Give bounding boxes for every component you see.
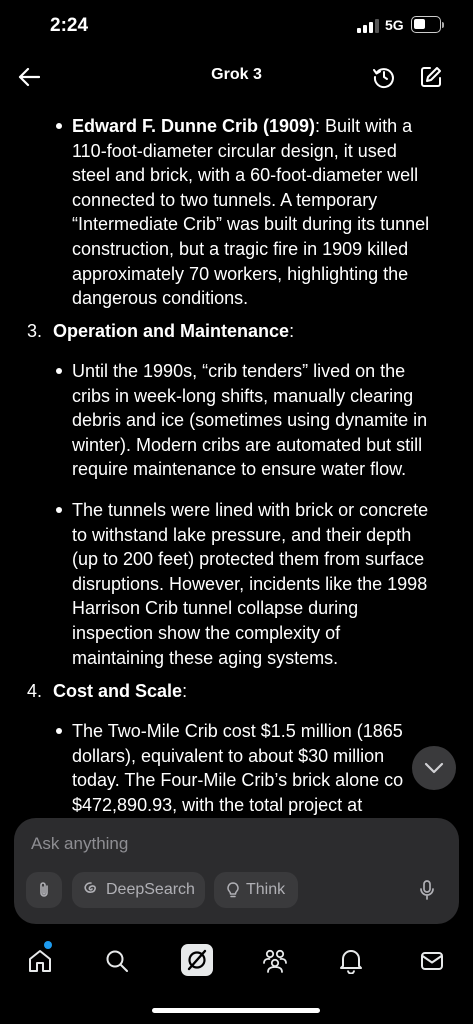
section-heading-cost: 4. Cost and Scale: <box>27 681 188 701</box>
home-notification-dot <box>44 941 52 949</box>
home-indicator <box>152 1008 320 1013</box>
new-chat-button[interactable] <box>416 62 446 92</box>
deepsearch-button[interactable] <box>72 872 205 908</box>
attach-button[interactable] <box>26 872 62 908</box>
search-icon <box>105 949 129 973</box>
signal-icon <box>357 19 379 33</box>
compose-icon <box>419 65 443 89</box>
scroll-to-bottom-button[interactable] <box>412 746 456 790</box>
grok-icon <box>186 949 208 971</box>
communities-icon <box>261 948 289 974</box>
page-title: Grok 3 <box>211 66 262 83</box>
messages-icon <box>420 950 444 972</box>
composer <box>14 818 459 924</box>
think-label: Think <box>246 881 286 898</box>
lightbulb-icon <box>226 881 240 899</box>
list-item-crib-tenders: Until the 1990s, “crib tenders” lived on the cribs in week-long shifts, manually clearing debris and ice (sometimes using dynamite in winter). Modern cribs are automated but still require maintenance to ensure water flow. <box>72 361 428 480</box>
list-item-dunne-crib: Edward F. Dunne Crib (1909): Built with a 110-foot-diameter circular design, it used steel and brick, with a 60-foot-diameter well connected to two tunnels. A temporary “Intermediate Crib” was built during its tunnel construction, but a tragic fire in 1909 killed approximately 70 workers, highlighting the dangerous conditions. <box>72 116 430 309</box>
tab-search[interactable] <box>100 944 134 978</box>
tab-notifications[interactable] <box>334 944 368 978</box>
tab-home[interactable] <box>23 944 57 978</box>
list-item-cost: The Two-Mile Crib cost $1.5 million (1865 dollars), equivalent to about $30 million today. The Four-Mile Crib’s brick alone co $472,890.93, with the total project at <box>72 721 404 815</box>
nav-bar <box>0 52 473 102</box>
paperclip-icon <box>37 881 51 899</box>
bullet-dot <box>56 728 62 734</box>
think-button[interactable] <box>214 872 298 908</box>
home-icon <box>27 948 53 974</box>
bullet-dot <box>56 507 62 513</box>
deepsearch-label: DeepSearch <box>106 881 195 898</box>
tab-grok[interactable] <box>181 944 213 976</box>
history-button[interactable] <box>369 62 399 92</box>
microphone-icon <box>418 879 436 901</box>
network-label: 5G <box>385 17 404 33</box>
bottom-tab-bar <box>0 932 473 992</box>
battery-icon <box>411 16 441 33</box>
ask-input[interactable]: Ask anything <box>31 834 129 853</box>
bullet-dot <box>56 368 62 374</box>
tab-messages[interactable] <box>415 944 449 978</box>
bullet-bold-label: Edward F. Dunne Crib (1909) <box>72 116 316 136</box>
chat-response <box>0 104 473 816</box>
bullet-dot <box>56 123 62 129</box>
status-bar <box>0 0 473 52</box>
section-heading-operation: 3. Operation and Maintenance: <box>27 321 295 341</box>
list-item-tunnels: The tunnels were lined with brick or concrete to withstand lake pressure, and their depth (up to 200 feet) protected them from surface disruptions. However, incidents like the 1998 Harrison Crib tunnel collapse during inspection show the complexity of maintaining these aging systems. <box>72 500 429 668</box>
chevron-down-icon <box>424 762 444 774</box>
microphone-button[interactable] <box>415 878 439 902</box>
status-time: 2:24 <box>50 15 89 36</box>
battery-tip <box>442 22 444 28</box>
history-icon <box>372 65 396 89</box>
deepsearch-icon <box>82 881 100 899</box>
notifications-icon <box>339 948 363 974</box>
tab-communities[interactable] <box>258 944 292 978</box>
